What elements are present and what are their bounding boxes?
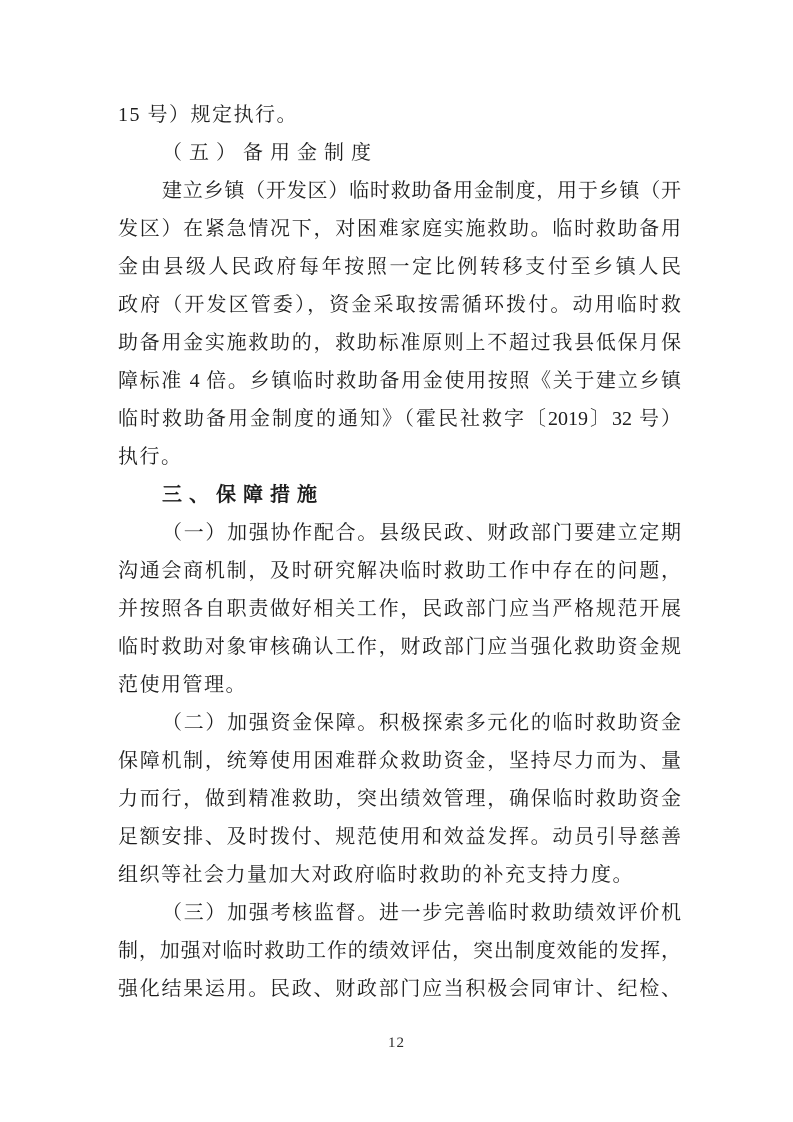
text-line: 足额安排、及时拨付、规范使用和效益发挥。动员引导慈善	[118, 826, 681, 848]
subsection-heading: （五）备用金制度	[162, 142, 378, 164]
text-line: 金由县级人民政府每年按照一定比例转移支付至乡镇人民	[118, 256, 681, 278]
text-line: 执行。	[118, 446, 183, 468]
text-line: 范使用管理。	[118, 674, 247, 696]
text-line: （二）加强资金保障。积极探索多元化的临时救助资金	[162, 712, 681, 734]
text-line: 并按照各自职责做好相关工作，民政部门应当严格规范开展	[118, 598, 681, 620]
text-line: 制，加强对临时救助工作的绩效评估，突出制度效能的发挥，	[118, 940, 681, 962]
text-line: 临时救助备用金制度的通知》（霍民社救字〔2019〕32 号）	[118, 408, 681, 430]
text-line: 政府（开发区管委），资金采取按需循环拨付。动用临时救	[118, 294, 681, 316]
text-line: 组织等社会力量加大对政府临时救助的补充支持力度。	[118, 864, 634, 886]
text-line: 助备用金实施救助的，救助标准原则上不超过我县低保月保	[118, 332, 681, 354]
page-number: 12	[388, 1035, 405, 1051]
text-line: 沟通会商机制，及时研究解决临时救助工作中存在的问题，	[118, 560, 681, 582]
text-line: 强化结果运用。民政、财政部门应当积极会同审计、纪检、	[118, 978, 681, 1000]
text-line: 保障机制，统筹使用困难群众救助资金，坚持尽力而为、量	[118, 750, 681, 772]
section-heading: 三、保障措施	[162, 484, 324, 506]
text-line: 建立乡镇（开发区）临时救助备用金制度，用于乡镇（开	[162, 180, 681, 202]
text-line: 15 号）规定执行。	[118, 104, 298, 126]
text-line: 力而行，做到精准救助，突出绩效管理，确保临时救助资金	[118, 788, 681, 810]
text-line: （三）加强考核监督。进一步完善临时救助绩效评价机	[162, 902, 681, 924]
text-line: 临时救助对象审核确认工作，财政部门应当强化救助资金规	[118, 636, 681, 658]
text-line: （一）加强协作配合。县级民政、财政部门要建立定期	[162, 522, 681, 544]
text-line: 发区）在紧急情况下，对困难家庭实施救助。临时救助备用	[118, 218, 681, 240]
document-body	[118, 96, 681, 1008]
text-line: 障标准 4 倍。乡镇临时救助备用金使用按照《关于建立乡镇	[118, 370, 681, 392]
